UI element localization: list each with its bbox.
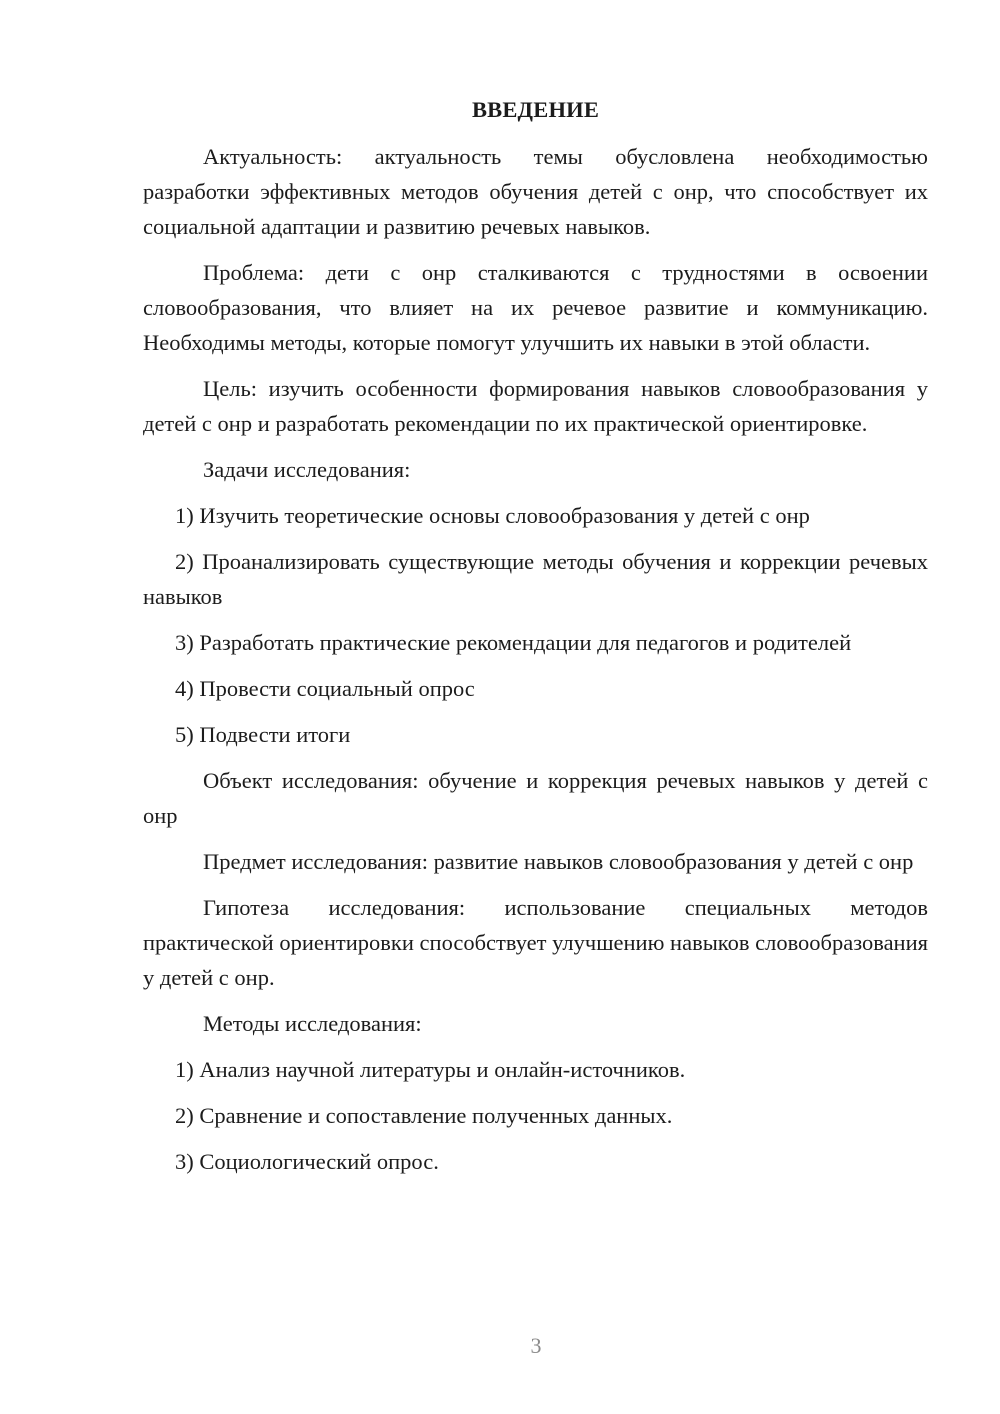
methods-heading: Методы исследования: — [203, 1011, 422, 1036]
task-item: 5) Подвести итоги — [175, 722, 351, 747]
page-number: 3 — [530, 1333, 542, 1358]
hypothesis-paragraph: Гипотеза исследования: использование специальных методов практической ориентировки способствует улучшению навыков словообразования у детей с онр. — [143, 895, 928, 990]
method-item: 2) Сравнение и сопоставление полученных данных. — [175, 1103, 673, 1128]
task-item: 4) Провести социальный опрос — [175, 676, 475, 701]
object-paragraph: Объект исследования: обучение и коррекция речевых навыков у детей с онр — [143, 768, 928, 828]
section-title: ВВЕДЕНИЕ — [471, 97, 600, 122]
method-item: 3) Социологический опрос. — [175, 1149, 439, 1174]
task-item: 2) Проанализировать существующие методы обучения и коррекции речевых навыков — [143, 549, 928, 609]
subject-paragraph: Предмет исследования: развитие навыков словообразования у детей с онр — [203, 849, 914, 874]
method-item: 1) Анализ научной литературы и онлайн-источников. — [175, 1057, 686, 1082]
task-item: 3) Разработать практические рекомендации для педагогов и родителей — [175, 630, 852, 655]
goal-paragraph: Цель: изучить особенности формирования навыков словообразования у детей с онр и разработать рекомендации по их практической ориентировке. — [143, 376, 928, 436]
problem-paragraph: Проблема: дети с онр сталкиваются с трудностями в освоении словообразования, что влияет на их речевое развитие и коммуникацию. Необходимы методы, которые помогут улучшить их навыки в этой области. — [143, 260, 928, 355]
document-body — [143, 92, 928, 1190]
tasks-heading: Задачи исследования: — [203, 457, 411, 482]
task-item: 1) Изучить теоретические основы словообразования у детей с онр — [175, 503, 810, 528]
relevance-paragraph: Актуальность: актуальность темы обусловлена необходимостью разработки эффективных методов обучения детей с онр, что способствует их социальной адаптации и развитию речевых навыков. — [143, 144, 928, 239]
